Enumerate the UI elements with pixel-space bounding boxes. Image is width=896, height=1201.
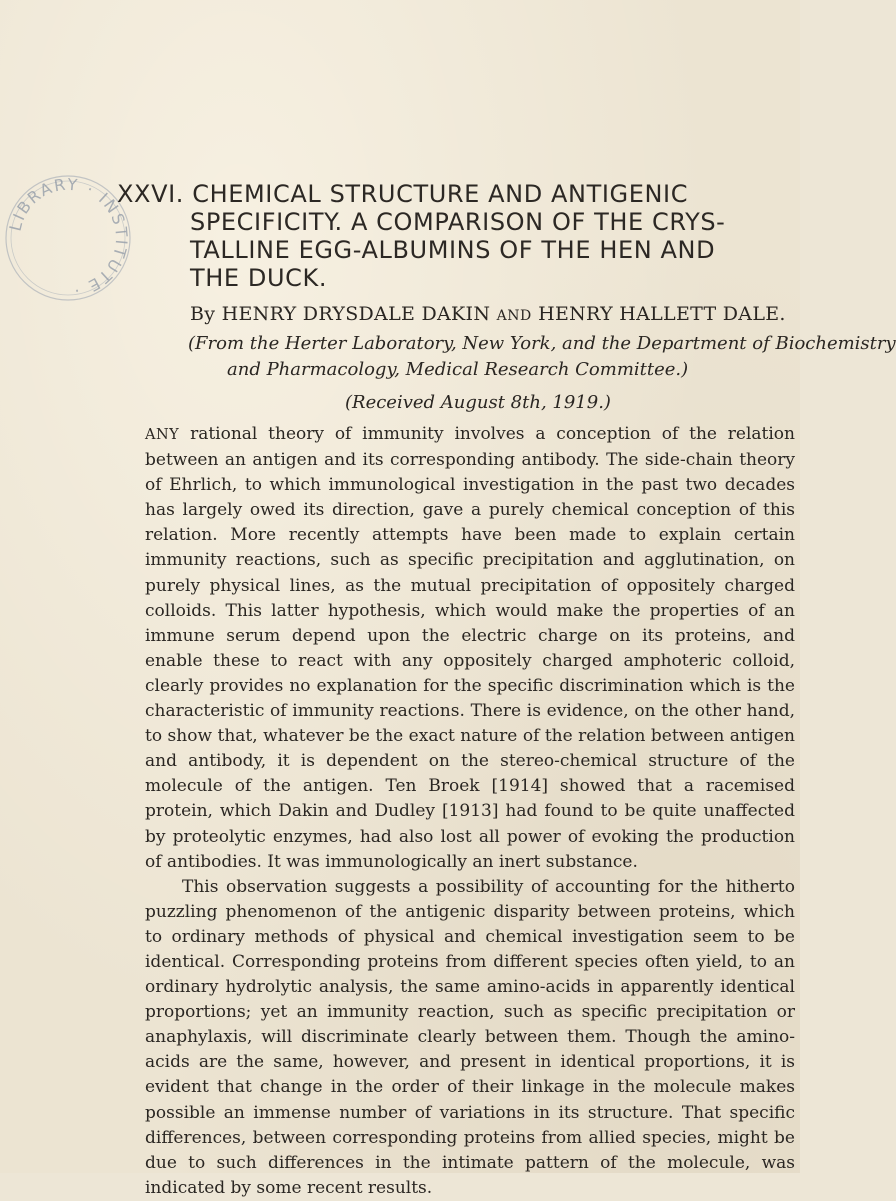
title-line: XXVI. CHEMICAL STRUCTURE AND ANTIGENIC: [117, 180, 689, 208]
byline-and: AND: [496, 308, 532, 324]
article-body: [145, 422, 795, 1201]
author-2: HENRY HALLETT DALE.: [538, 303, 786, 325]
title-line: TALLINE EGG-ALBUMINS OF THE HEN AND: [190, 236, 716, 264]
paragraph-1-text: rational theory of immunity involves a conception of the relation between an antigen and its corresponding antibody. The side-chain theory of Ehrlich, to which immunological investigation in the past two decades has largely owed its direction, gave a purely chemical conception of this relation. More recently attempts have been made to explain certain immunity reactions, such as specific precipitation and agglutination, on purely physical lines, as the mutual precipitation of oppositely charged colloids. This latter hypothesis, which would make the properties of an immune serum depend upon the electric charge on its proteins, and enable these to react with any oppositely charged amphoteric colloid, clearly provides no explanation for the specific discrimination which is the characteristic of immunity reactions. There is evidence, on the other hand, to show that, whatever be the exact nature of the relation between antigen and antibody, it is dependent on the stereo-chemical structure of the molecule of the antigen. Ten Broek [1914] showed that a racemised protein, which Dakin and Dudley [1913] had found to be quite unaffected by proteolytic enzymes, had also lost all power of evoking the production of antibodies. It was immunologically an inert substance.: [145, 424, 795, 872]
title-line: THE DUCK.: [190, 264, 328, 292]
author-1: HENRY DRYSDALE DAKIN: [221, 303, 491, 325]
svg-text:LIBRARY · INSTITUTE ·: LIBRARY · INSTITUTE ·: [5, 174, 132, 301]
affiliation-line-2: and Pharmacology, Medical Research Committee.): [227, 359, 689, 380]
article-title: [117, 180, 795, 292]
title-line: SPECIFICITY. A COMPARISON OF THE CRYS-: [190, 208, 726, 236]
paragraph-1: [145, 422, 795, 875]
byline-by: By: [190, 303, 216, 325]
received-date: (Received August 8th, 1919.): [345, 392, 611, 413]
paragraph-1-lead: ANY: [145, 427, 180, 443]
byline: [190, 302, 790, 328]
affiliation: [188, 331, 896, 383]
affiliation-line-1: (From the Herter Laboratory, New York, and the Department of Biochemistry: [188, 333, 896, 354]
paragraph-2: This observation suggests a possibility of accounting for the hitherto puzzling phenomenon of the antigenic disparity between proteins, which to ordinary methods of physical and chemical investigation seem to be identical. Corresponding proteins from different species often yield, to an ordinary hydrolytic analysis, the same amino-acids in apparently identical proportions; yet an immunity reaction, such as specific precipitation or anaphylaxis, will discriminate clearly between them. Though the amino-acids are the same, however, and present in identical proportions, it is evident that change in the order of their linkage in the molecule makes possible an immense number of variations in its structure. That specific differences, between corresponding proteins from allied species, might be due to such differences in the intimate pattern of the molecule, was indicated by some recent results.: [145, 876, 795, 1198]
